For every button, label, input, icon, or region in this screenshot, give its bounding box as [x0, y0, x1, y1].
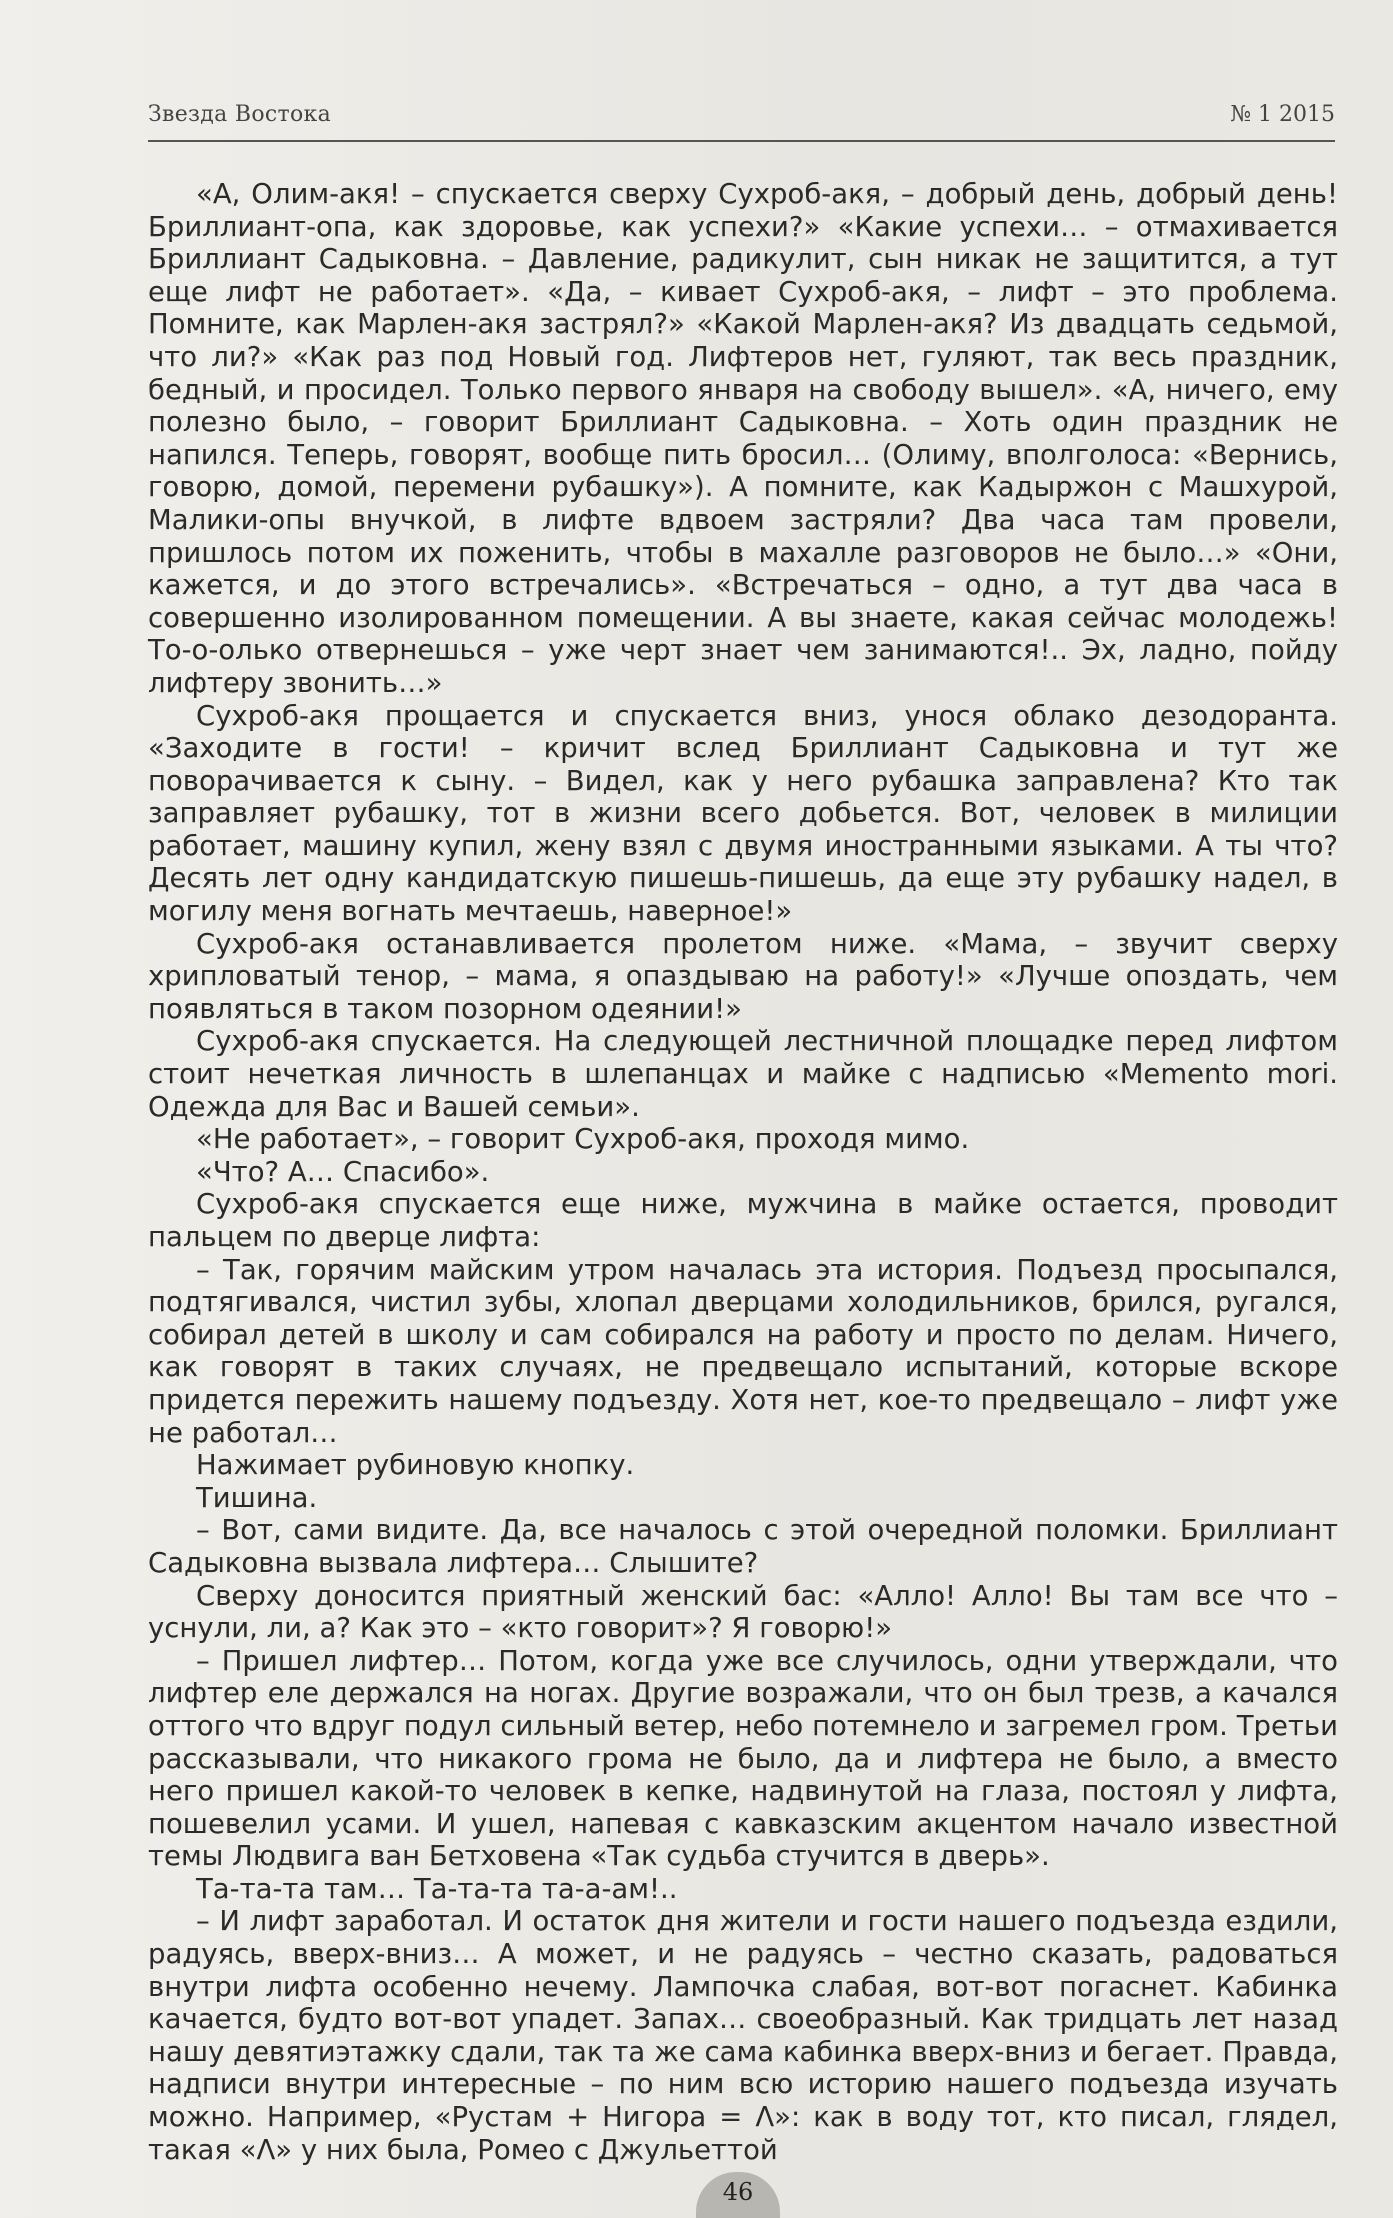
body-text [148, 178, 1338, 2166]
paragraph: – Вот, сами видите. Да, все началось с этой очередной поломки. Бриллиант Садыковна вызвала лифтера… Слышите? [148, 1514, 1338, 1579]
journal-title: Звезда Востока [148, 102, 331, 127]
paragraph: Тишина. [196, 1481, 318, 1514]
page-number: 46 [722, 2178, 754, 2206]
paragraph: Сверху доносится приятный женский бас: «Алло! Алло! Вы там все что – уснули, ли, а? Как это – «кто говорит»? Я говорю!» [148, 1579, 1338, 1645]
paragraph: Та-та-та там… Та-та-та та-а-ам!.. [196, 1872, 678, 1905]
paragraph: Сухроб-акя спускается. На следующей лестничной площадке перед лифтом стоит нечеткая личность в шлепанцах и майке с надписью «Memento mori. Одежда для Вас и Вашей семьи». [148, 1025, 1338, 1123]
paragraph: «Не работает», – говорит Сухроб-акя, проходя мимо. [196, 1123, 970, 1156]
running-header [148, 102, 1335, 142]
paragraph: – И лифт заработал. И остаток дня жители и гости нашего подъезда ездили, радуясь, вверх-вниз… А может, и не радуясь – честно сказать, радоваться внутри лифта особенно нечему. Лампочка слабая, вот-вот погаснет. Кабинка качается, будто вот-вот упадет. Запах… своеобразный. Как тридцать лет назад нашу девятиэтажку сдали, так та же сама кабинка вверх-вниз и бегает. Правда, надписи внутри интересные – по ним всю историю нашего подъезда изучать можно. Например, «Рустам + Нигора = Λ»: как в воду тот, кто писал, глядел, такая «Λ» у них была, Ромео с Джульеттой [148, 1905, 1338, 2166]
paragraph: «А, Олим-акя! – спускается сверху Сухроб-акя, – добрый день, добрый день! Бриллиант-опа, как здоровье, как успехи?» «Какие успехи… – отмахивается Бриллиант Садыковна. – Давление, радикулит, сын никак не защитится, а тут еще лифт не работает». «Да, – кивает Сухроб-акя, – лифт – это проблема. Помните, как Марлен-акя застрял?» «Какой Марлен-акя? Из двадцать седьмой, что ли?» «Как раз под Новый год. Лифтеров нет, гуляют, так весь праздник, бедный, и просидел. Только первого января на свободу вышел». «А, ничего, ему полезно было, – говорит Бриллиант Садыковна. – Хоть один праздник не напился. Теперь, говорят, вообще пить бросил… (Олиму, вполголоса: «Вернись, говорю, домой, перемени рубашку»). А помните, как Кадыржон с Машхурой, Малики-опы внучкой, в лифте вдвоем застряли? Два часа там провели, пришлось потом их поженить, чтобы в махалле разговоров не было…» «Они, кажется, и до этого встречались». «Встречаться – одно, а тут два часа в совершенно изолированном помещении. А вы знаете, какая сейчас молодежь! То-о-олько отвернешься – уже черт знает чем занимаются!.. Эх, ладно, пойду лифтеру звонить…» [148, 178, 1338, 699]
paragraph: Сухроб-акя спускается еще ниже, мужчина в майке остается, проводит пальцем по дверце лифта: [148, 1188, 1338, 1253]
issue-number: № 1 2015 [1230, 102, 1335, 127]
page-number-badge [696, 2168, 780, 2218]
paragraph: – Так, горячим майским утром началась эта история. Подъезд просыпался, подтягивался, чистил зубы, хлопал дверцами холодильников, брился, ругался, собирал детей в школу и сам собирался на работу и просто по делам. Ничего, как говорят в таких случаях, не предвещало испытаний, которые вскоре придется пережить нашему подъезду. Хотя нет, кое-то предвещало – лифт уже не работал… [148, 1253, 1338, 1449]
paragraph: – Пришел лифтер… Потом, когда уже все случилось, одни утверждали, что лифтер еле держался на ногах. Другие возражали, что он был трезв, а качался оттого что вдруг подул сильный ветер, небо потемнело и загремел гром. Третьи рассказывали, что никакого грома не было, да и лифтера не было, а вместо него пришел какой-то человек в кепке, надвинутой на глаза, постоял у лифта, пошевелил усами. И ушел, напевая с кавказским акцентом начало известной темы Людвига ван Бетховена «Так судьба стучится в дверь». [148, 1644, 1338, 1873]
paragraph: Сухроб-акя прощается и спускается вниз, унося облако дезодоранта. «Заходите в гости! – кричит вслед Бриллиант Садыковна и тут же поворачивается к сыну. – Видел, как у него рубашка заправлена? Кто так заправляет рубашку, тот в жизни всего добьется. Вот, человек в милиции работает, машину купил, жену взял с двумя иностранными языками. А ты что? Десять лет одну кандидатскую пишешь-пишешь, да еще эту рубашку надел, в могилу меня вогнать мечтаешь, наверное!» [148, 699, 1338, 928]
paragraph: Сухроб-акя останавливается пролетом ниже. «Мама, – звучит сверху хрипловатый тенор, – мама, я опаздываю на работу!» «Лучше опоздать, чем появляться в таком позорном одеянии!» [148, 927, 1338, 1025]
paragraph: Нажимает рубиновую кнопку. [196, 1449, 635, 1482]
paragraph: «Что? А… Спасибо». [196, 1155, 490, 1188]
